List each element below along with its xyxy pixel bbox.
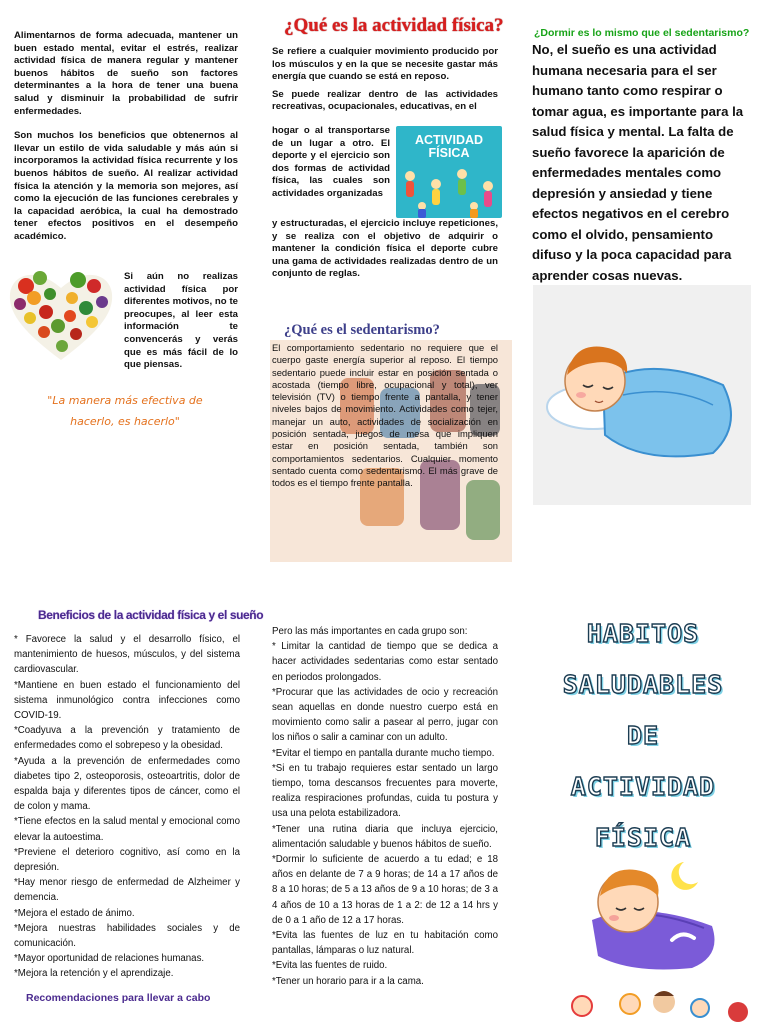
heading-sedentarism: ¿Qué es el sedentarismo? [284,322,440,338]
cover-title-line: ACTIVIDAD [570,772,716,801]
cover-title [530,608,756,863]
list-item: *Tiene efectos en la salud mental y emocional como elevar la autoestima. [14,816,240,843]
list-item: *Mantiene en buen estado el funcionamiento del sistema inmunológico contra infecciones como COVID-19. [14,679,240,722]
list-item: *Evita las fuentes de ruido. [272,960,388,972]
activity-context-intro: Se puede realizar dentro de las actividades recreativas, ocupacionales, educativas, en el [272,88,498,113]
sleeping-child-image [572,856,728,976]
list-item: *Mejora la retención y el aprendizaje. [14,968,174,980]
list-item: *Dormir lo suficiente de acuerdo a tu edad; e 18 años en delante de 7 a 9 horas; de 14 a 17 años de 8 a 10 horas; de 5 a 13 años de 9 a 10 horas; de 3 a 4 años de 10 a 13 horas de 1 a 2: de 12 a 14 hrs y de 0 a 1 año de 12 a 17 horas. [272,854,498,926]
intro-paragraph-1: Alimentarnos de forma adecuada, mantener un buen estado mental, evitar el estrés, realizar actividad física de manera regular y mantener buenos hábitos de sueño son factores determinantes a la hora de tener una buena salud y disminuir la probabilidad de sufrir enfermedades. [14,30,238,117]
sedentarism-text: El comportamiento sedentario no requiere que el cuerpo gaste energía superior al reposo. El tiempo sedentario puede incluir estar en posición sentada o acostada (tiempo libre, ocupacional y total), ver televisión (TV) o tiempo frente a pantalla, y tener niveles bajos de movimiento. Actividades como tejer, manejar un auto, actividades de socialización en posición sentada, juegos de mesa que impliquen estar en posición sentada, también son comportamientos sedentarios. Cualquier momento sentado cuenta como sedentarismo. El más grave de todos es el tiempo frente pantalla. [272,342,498,489]
cover-title-line: SALUDABLES [562,670,724,699]
sleep-text: No, el sueño es una actividad humana necesaria para el ser humano tanto como respirar o tomar agua, es importante para la salud física y mental. La falta de sueño favorece la aparición de enfermedades mentales como depresión y ansiedad y tiene efectos negativos en el cerebro como el olvido, pensamiento difuso y la poca capacidad para aprender cosas nuevas. [532,42,744,283]
heading-sleep: ¿Dormir es lo mismo que el sedentarismo? [534,27,750,39]
physical-activity-definition [272,46,498,114]
list-item: Pero las más importantes en cada grupo son: [272,626,468,637]
intro-text [14,30,238,252]
list-item: *Mayor oportunidad de relaciones humanas. [14,953,205,965]
definition-paragraph: Se refiere a cualquier movimiento producido por los músculos y en la que se necesite gastar más energía que cuando se está en reposo. [272,46,498,83]
recommendations-list [272,624,498,989]
list-item: *Evitar el tiempo en pantalla durante mucho tiempo. [272,747,495,759]
list-item: *Tener una rutina diaria que incluya ejercicio, alimentación saludable y buenos hábitos de sueño. [272,823,498,850]
recommendations-heading: Recomendaciones para llevar a cabo [26,992,211,1004]
list-item: *Tener un horario para ir a la cama. [272,975,424,987]
cover-title-line: FÍSICA [594,823,692,852]
list-item: *Hay menor riesgo de enfermedad de Alzheimer y demencia. [14,877,240,904]
list-item: * Favorece la salud y el desarrollo físico, el mantenimiento de huesos, músculos, y del sistema cardiovascular. [14,634,240,676]
list-item: * Limitar la cantidad de tiempo que se dedica a hacer actividades sedentarias como estar sentado en periodos prolongados. [272,641,498,683]
list-item: *Procurar que las actividades de ocio y recreación sean aquellas en donde nuestro cuerpo está en movimiento como salir a pasear al perro, jugar con los niños o salir a caminar con un adulto. [272,686,498,744]
list-item: *Mejora nuestras habilidades sociales y de comunicación. [14,922,240,950]
cover-title-line: DE [626,721,660,750]
sleeping-boy-image [533,285,751,505]
quote-text: "La manera más efectiva de hacerlo, es hacerlo" [47,394,203,428]
encouragement-text: Si aún no realizas actividad física por diferentes motivos, no te preocupes, al leer esta información te convencerás y verás que es más fácil de lo que piensas. [124,271,238,371]
list-item: *Mejora el estado de ánimo. [14,907,135,919]
heading-benefits: Beneficios de la actividad física y el sueño [38,608,264,622]
heading-physical-activity: ¿Qué es la actividad física? [284,15,504,36]
list-item: *Coadyuva a la prevención y tratamiento de enfermedades como el sobrepeso y la obesidad. [14,725,240,752]
image-title: ACTIVIDAD FÍSICA [414,133,484,160]
list-item: *Evita las fuentes de luz en tu habitación como pantallas, lámparas o luz natural. [272,930,498,957]
list-item: *Previene el deterioro cognitivo, así como en la depresión. [14,846,240,874]
vegetable-heart-image [6,264,116,364]
actividad-fisica-image [396,126,502,218]
activity-context-left: hogar o al transportarse de un lugar a otro. El deporte y el ejercicio son dos formas de actividad física, las cuales son actividades organizadas [272,125,390,199]
list-item: *Ayuda a la prevención de enfermedades como diabetes tipo 2, osteoporosis, osteoartritis, dolor de espalda baja y diferentes tipos de cáncer, como el de colon y mama. [14,755,240,813]
intro-paragraph-2: Son muchos los beneficios que obtenernos al llevar un estilo de vida saludable y más aún si incorporamos la actividad física recurrente y los buenos hábitos de sueño. Al realizar actividad física la atención y la memoria son mejores, así como la ejecución de las funciones cerebrales y la capacidad aeróbica, la cual ha demostrado tener efectos positivos en el desempeño académico. [14,130,238,242]
cover-title-line: HABITOS [586,619,700,648]
children-illustration [560,984,760,1024]
benefits-list [14,632,240,982]
list-item: *Si en tu trabajo requieres estar sentado un largo tiempo, toma descansos frecuentes para moverte, realiza respiraciones profundas, cuida tu postura y usa una pelota estabilizadora. [272,762,498,820]
exercise-people-icon [396,162,502,218]
activity-context-rest: y estructuradas, el ejercicio incluye repeticiones, y se realiza con el objetivo de adquirir o mantener la condición física el deporte cubre una gama de actividades realizadas dentro de un conjunto de reglas. [272,218,498,280]
